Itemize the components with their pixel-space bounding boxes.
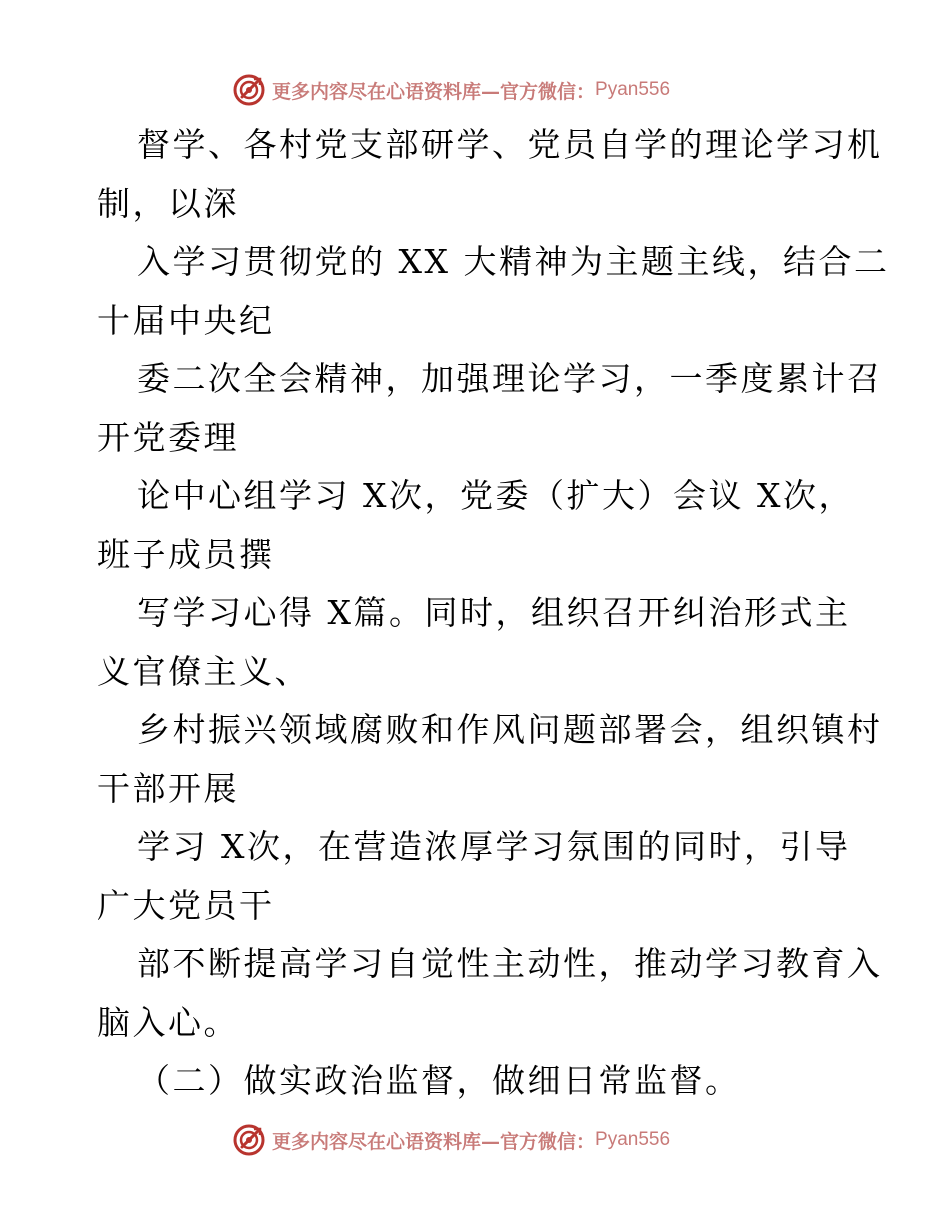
watermark-footer <box>232 1120 670 1160</box>
paragraph-line: 班子成员撰 <box>97 534 275 574</box>
logo-icon <box>232 1123 266 1157</box>
paragraph-line: 广大党员干 <box>97 885 275 925</box>
paragraph-line: 制，以深 <box>97 183 239 223</box>
watermark-header <box>232 70 670 110</box>
paragraph-line: 义官僚主义、 <box>97 651 310 691</box>
paragraph-line: 学习 X次，在营造浓厚学习氛围的同时，引导 <box>137 827 851 866</box>
paragraph-line: 十届中央纪 <box>97 300 275 340</box>
logo-icon <box>232 73 266 107</box>
watermark-wechat-id: Pyan556 <box>595 1129 671 1150</box>
document-body <box>97 116 890 1111</box>
paragraph-line: 论中心组学习 X次，党委（扩大）会议 X次， <box>137 476 854 515</box>
paragraph-line: 督学、各村党支部研学、党员自学的理论学习机 <box>137 125 883 164</box>
watermark-text: 更多内容尽在心语资料库—官方微信： <box>272 1130 596 1153</box>
paragraph-line: 委二次全会精神，加强理论学习，一季度累计召 <box>137 359 883 398</box>
paragraph-line: 写学习心得 X篇。同时，组织召开纠治形式主 <box>137 593 851 632</box>
watermark-text: 更多内容尽在心语资料库—官方微信： <box>272 80 596 103</box>
paragraph-line: 入学习贯彻党的 XX 大精神为主题主线，结合二 <box>137 242 890 281</box>
paragraph-line: 干部开展 <box>97 768 239 808</box>
paragraph-line: 乡村振兴领域腐败和作风问题部署会，组织镇村 <box>137 710 883 749</box>
paragraph-line: （二）做实政治监督，做细日常监督。 <box>137 1061 741 1100</box>
paragraph-line: 脑入心。 <box>97 1002 239 1042</box>
paragraph-line: 开党委理 <box>97 417 239 457</box>
watermark-wechat-id: Pyan556 <box>595 79 671 100</box>
paragraph-line: 部不断提高学习自觉性主动性，推动学习教育入 <box>137 944 883 983</box>
